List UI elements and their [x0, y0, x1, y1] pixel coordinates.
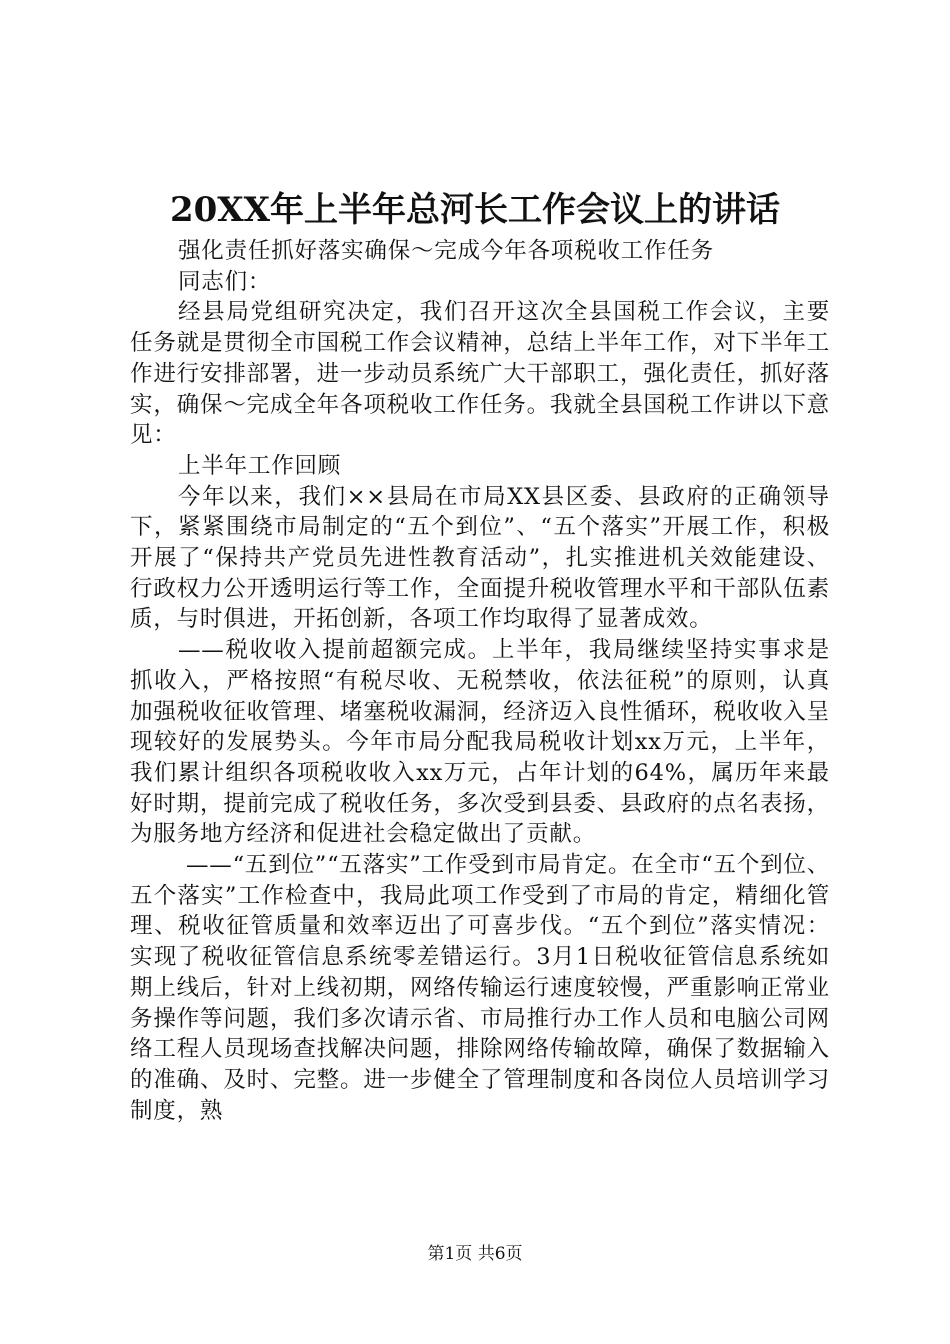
- subtitle: 强化责任抓好落实确保～完成今年各项税收工作任务: [178, 238, 714, 264]
- document-body: [130, 236, 830, 1126]
- paragraph-intro: 经县局党组研究决定，我们召开这次全县国税工作会议，主要任务就是贯彻全市国税工作会议精神，总结上半年工作，对下半年工作进行安排部署，进一步动员系统广大干部职工，强化责任，抓好落实，确保～完成全年各项税收工作任务。我就全县国税工作讲以下意见：: [130, 299, 830, 449]
- document-title: 20XX年上半年总河长工作会议上的讲话: [169, 190, 781, 230]
- paragraph-review: 今年以来，我们××县局在市局XX县区委、县政府的正确领导下，紧紧围绕市局制定的“五个到位”、“五个落实”开展工作，积极开展了“保持共产党员先进性教育活动”，扎实推进机关效能建设、行政权力公开透明运行等工作，全面提升税收管理水平和干部队伍素质，与时俱进，开拓创新，各项工作均取得了显著成效。: [130, 483, 830, 633]
- salutation: 同志们：: [178, 268, 272, 295]
- paragraph-tax-revenue: ——税收收入提前超额完成。上半年，我局继续坚持实事求是抓收入，严格按照“有税尽收、无税禁收，依法征税”的原则，认真加强税收征收管理、堵塞税收漏洞，经济迈入良性循环，税收收入呈现较好的发展势头。今年市局分配我局税收计划xx万元，上半年，我们累计组织各项税收收入xx万元，占年计划的64%，属历年来最好时期，提前完成了税收任务，多次受到县委、县政府的点名表扬，为服务地方经济和促进社会稳定做出了贡献。: [130, 637, 830, 848]
- section-heading: 上半年工作回顾: [178, 452, 342, 479]
- paragraph-five-items: ——“五到位”“五落实”工作受到市局肯定。在全市“五个到位、五个落实”工作检查中，我局此项工作受到了市局的肯定，精细化管理、税收征管质量和效率迈出了可喜步伐。“五个到位”落实情况：实现了税收征管信息系统零差错运行。3月1日税收征管信息系统如期上线后，针对上线初期，网络传输运行速度较慢，严重影响正常业务操作等问题，我们多次请示省、市局推行办工作人员和电脑公司网络工程人员现场查找解决问题，排除网络传输故障，确保了数据输入的准确、及时、完整。进一步健全了管理制度和各岗位人员培训学习制度，熟: [130, 852, 831, 1124]
- page-footer: 第1页 共6页: [427, 1244, 523, 1264]
